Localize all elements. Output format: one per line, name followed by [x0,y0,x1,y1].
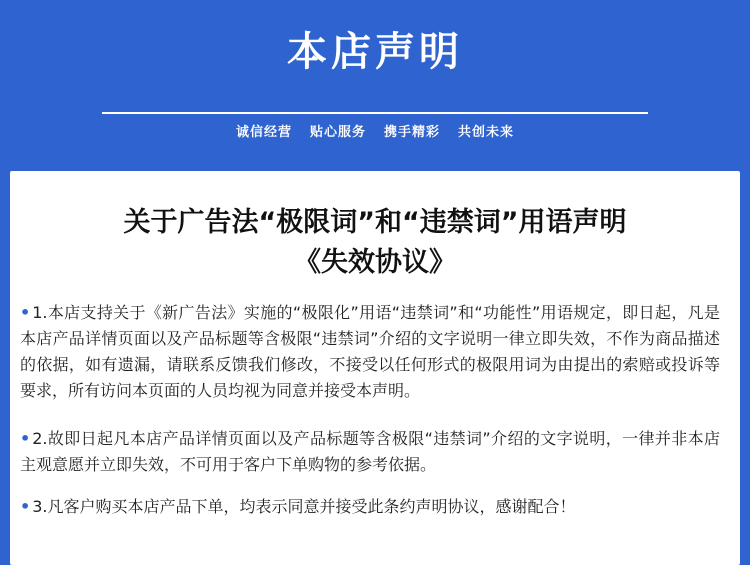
bullet-icon: • [20,497,31,516]
tagline-item: 贴心服务 [309,125,366,140]
statement-paragraph [20,494,720,520]
statement-paragraph [20,300,720,404]
paragraph-text: 3.凡客户购买本店产品下单，均表示同意并接受此条约声明协议，感谢配合！ [32,497,576,516]
bullet-icon: • [20,429,31,448]
tagline-item: 诚信经营 [235,125,292,140]
paragraph-text: 1.本店支持关于《新广告法》实施的“极限化”用语“违禁词”和“功能性”用语规定，即日起，凡是本店产品详情页面以及产品标题等含极限“违禁词”介绍的文字说明一律立即失效，不作为商品描述的依据，如有遗漏，请联系反馈我们修改，不接受以任何形式的极限用词为由提出的索赔或投诉等要求，所有访问本页面的人员均视为同意并接受本声明。 [20,303,720,400]
tagline-item: 携手精彩 [384,125,441,140]
bullet-icon: • [20,303,31,322]
title-divider [102,112,648,114]
paragraph-text: 2.故即日起凡本店产品详情页面以及产品标题等含极限“违禁词”介绍的文字说明，一律并非本店主观意愿并立即失效，不可用于客户下单购物的参考依据。 [20,429,720,474]
statement-card [10,171,740,565]
tagline [0,121,750,140]
statement-paragraph [20,426,720,478]
statement-title: 关于广告法“极限词”和“违禁词”用语声明 [123,207,627,238]
page-title: 本店声明 [287,29,463,75]
tagline-item: 共创未来 [458,125,515,140]
statement-subtitle: 《失效协议》 [294,247,456,278]
